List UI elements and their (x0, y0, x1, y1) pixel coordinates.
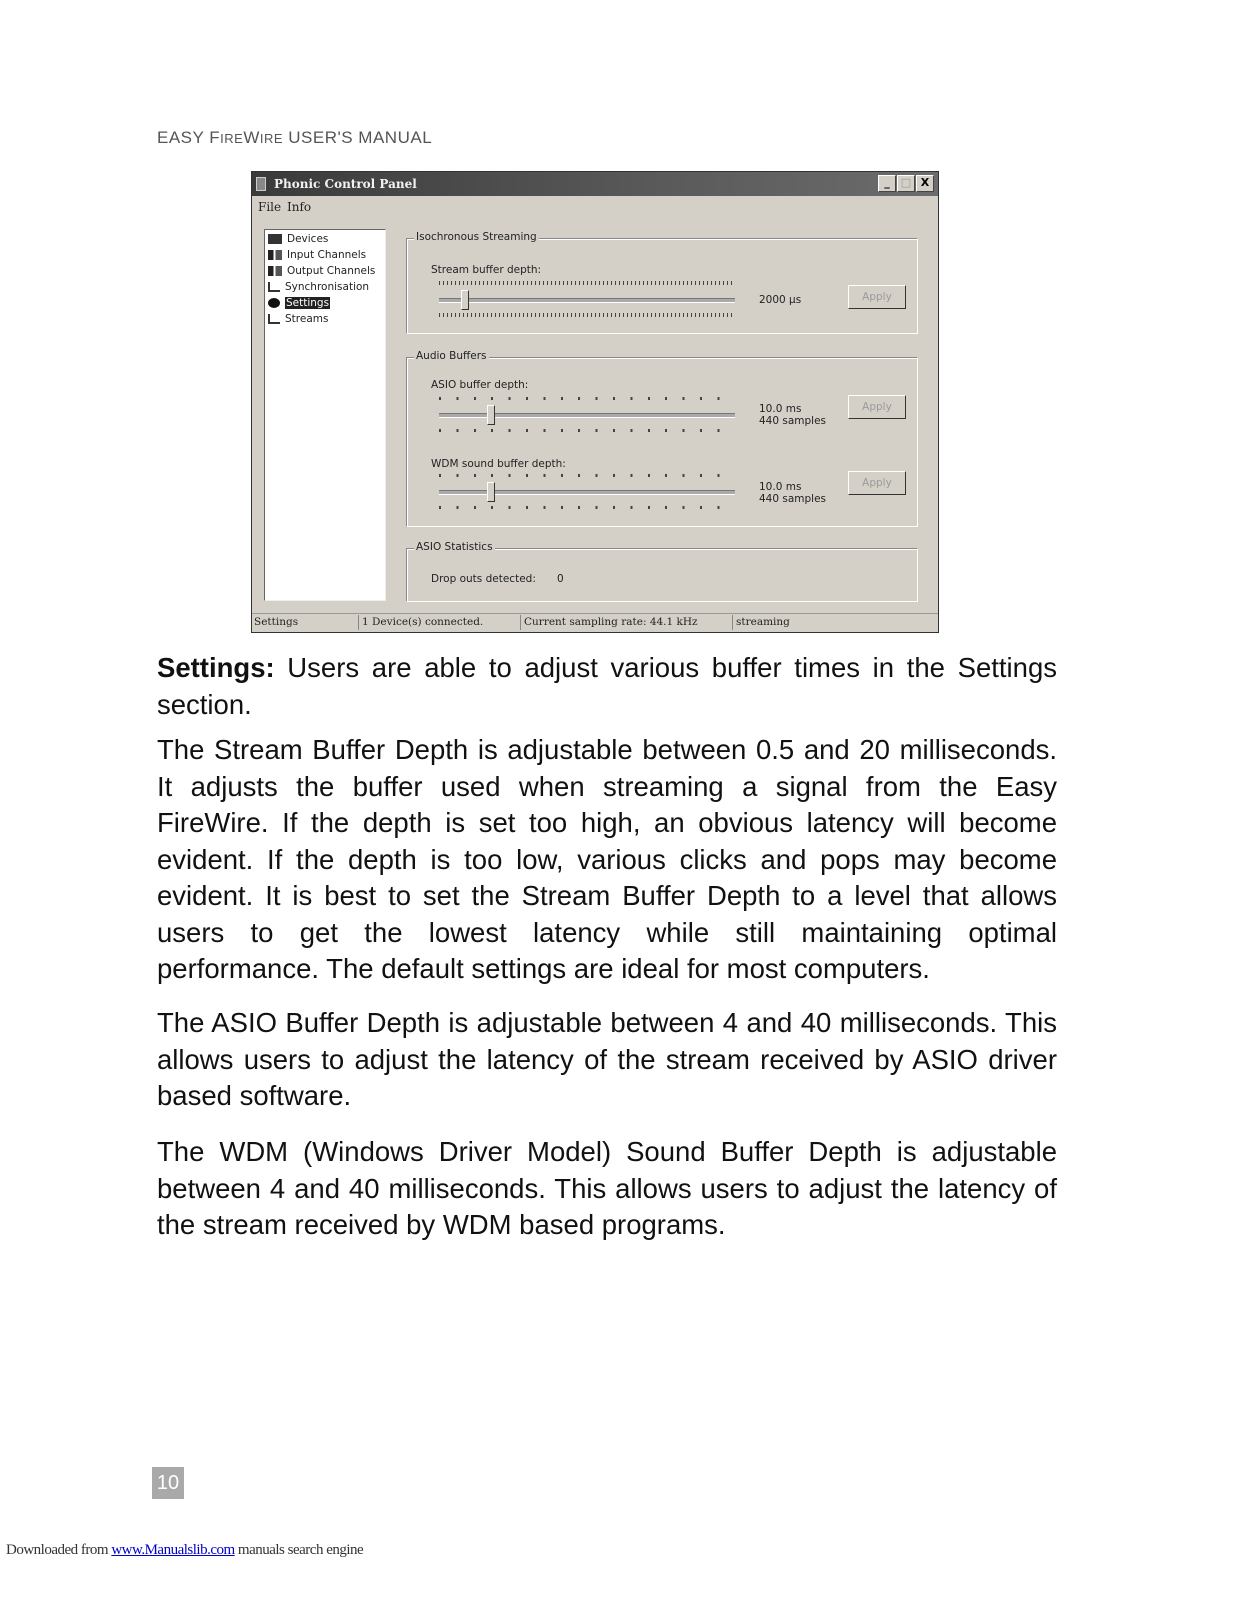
slider-track (439, 413, 735, 418)
control-panel-window (251, 171, 939, 633)
slider-ticks-top (439, 397, 735, 400)
menu-info[interactable]: Info (287, 200, 312, 214)
slider-track (439, 490, 735, 495)
stream-buffer-paragraph: The Stream Buffer Depth is adjustable between 0.5 and 20 milliseconds. It adjusts the buffer used when streaming a signal from the Easy FireWire. If the depth is set too high, an obvious latency will become evident. If the depth is too low, various clicks and pops may become evident. It is best to set the Stream Buffer Depth to a level that allows users to get the lowest latency while still maintaining optimal performance. The default settings are ideal for most computers. (157, 734, 1057, 984)
menu-file[interactable]: File (258, 200, 282, 214)
audio-buffers-group (406, 350, 918, 527)
wdm-apply-button[interactable]: Apply (848, 471, 906, 495)
stream-buffer-value: 2000 µs (759, 294, 802, 306)
status-separator (358, 615, 359, 630)
tree-item-output-channels[interactable]: Output Channels (268, 265, 375, 280)
wdm-buffer-label: WDM sound buffer depth: (431, 458, 566, 470)
status-bar (252, 613, 938, 632)
status-separator (732, 615, 733, 630)
output-channels-icon (268, 266, 282, 276)
asio-buffer-readout (759, 403, 826, 427)
navigation-tree (264, 229, 386, 601)
slider-track (439, 298, 735, 303)
stream-buffer-label: Stream buffer depth: (431, 264, 542, 276)
manualslib-link[interactable]: www.Manualslib.com (111, 1542, 235, 1558)
running-header: EASY FIREWIRE USER'S MANUAL (157, 128, 433, 147)
app-icon (256, 177, 266, 191)
asio-buffer-label: ASIO buffer depth: (431, 379, 529, 391)
window-titlebar[interactable] (252, 172, 938, 196)
wdm-buffer-readout (759, 481, 826, 505)
stream-buffer-slider[interactable] (439, 281, 739, 319)
slider-ticks-bottom (439, 506, 735, 509)
status-sampling-rate: Current sampling rate: 44.1 kHz (524, 616, 698, 628)
settings-heading: Settings: (157, 652, 275, 683)
asio-buffer-slider[interactable] (439, 396, 739, 434)
audio-buffers-legend: Audio Buffers (416, 350, 487, 362)
slider-thumb[interactable] (461, 290, 469, 310)
maximize-button[interactable]: □ (897, 175, 915, 192)
slider-ticks-top (439, 281, 735, 285)
dropouts-value: 0 (557, 573, 564, 585)
minimize-button[interactable]: _ (878, 175, 896, 192)
status-streaming: streaming (736, 616, 790, 628)
streams-icon (268, 314, 280, 324)
download-footer: Downloaded from www.Manualslib.com manuals search engine (6, 1542, 364, 1558)
slider-ticks-bottom (439, 313, 735, 317)
wdm-buffer-slider[interactable] (439, 473, 739, 511)
synchronisation-icon (268, 282, 280, 292)
asio-buffer-samples: 440 samples (759, 415, 827, 427)
slider-thumb[interactable] (487, 405, 495, 425)
window-title: Phonic Control Panel (274, 177, 417, 191)
asio-buffer-ms: 10.0 ms (759, 403, 802, 415)
slider-ticks-top (439, 474, 735, 477)
isochronous-legend: Isochronous Streaming (416, 231, 537, 243)
asio-apply-button[interactable]: Apply (848, 395, 906, 419)
wdm-buffer-ms: 10.0 ms (759, 481, 802, 493)
settings-paragraph (157, 650, 1057, 723)
dropouts-label: Drop outs detected: (431, 573, 536, 585)
settings-intro: Users are able to adjust various buffer times in the Settings section. (157, 652, 1057, 720)
wdm-buffer-paragraph: The WDM (Windows Driver Model) Sound Buffer Depth is adjustable between 4 and 40 milliseconds. This allows users to adjust the latency of the stream received by WDM based programs. (157, 1136, 1057, 1240)
status-separator (520, 615, 521, 630)
isochronous-streaming-group (406, 231, 918, 334)
status-page: Settings (254, 616, 299, 628)
tree-item-streams[interactable]: Streams (268, 313, 328, 328)
close-button[interactable]: X (916, 175, 934, 192)
settings-icon (268, 298, 280, 308)
tree-item-devices[interactable]: Devices (268, 233, 328, 248)
slider-ticks-bottom (439, 429, 735, 432)
input-channels-icon (268, 250, 282, 260)
page-number: 10 (152, 1467, 184, 1499)
tree-item-synchronisation[interactable]: Synchronisation (268, 281, 369, 296)
asio-statistics-group (406, 541, 918, 602)
wdm-buffer-samples: 440 samples (759, 493, 827, 505)
menubar (252, 196, 938, 218)
stream-apply-button[interactable]: Apply (848, 285, 906, 309)
status-devices: 1 Device(s) connected. (362, 616, 484, 628)
slider-thumb[interactable] (487, 482, 495, 502)
asio-buffer-paragraph: The ASIO Buffer Depth is adjustable between 4 and 40 milliseconds. This allows users to adjust the latency of the stream received by ASIO driver based software. (157, 1007, 1057, 1111)
asio-statistics-legend: ASIO Statistics (416, 541, 493, 553)
devices-icon (268, 234, 282, 244)
tree-item-input-channels[interactable]: Input Channels (268, 249, 366, 264)
tree-item-settings[interactable]: Settings (268, 297, 330, 312)
